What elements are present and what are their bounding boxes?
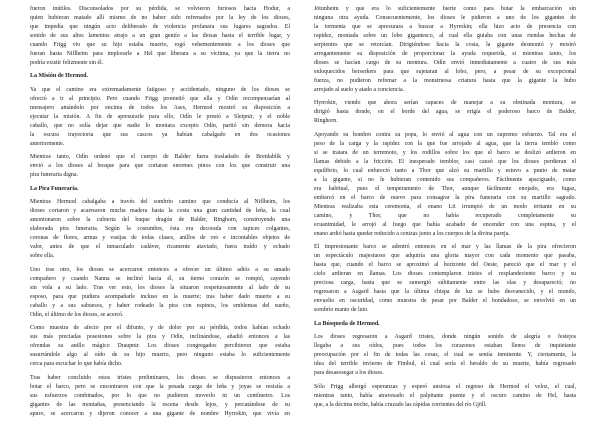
text-line: elaborada pira funeraria. Según la costumbre, ésta era decorada con tapices colgantes, — [30, 226, 290, 232]
text-line: arrogantemente su disposición de proporcionar la ayuda requerida, si mientras tanto, los — [314, 50, 576, 57]
text-line: Mientras realizaba esta ceremonia, el enano Lit irrumpió de un modo irritante en su — [314, 203, 576, 210]
text-line: camino, y Thor, que no había recuperado completamente su — [314, 212, 576, 219]
text-line: Hyrrokin, viendo que ahora serían capaces de manejar a su obstinada montura, se — [314, 100, 576, 106]
text-line: Uno tras otro, los dioses se acercaron entonces a ofrecer un último adiós a su amado — [30, 266, 290, 273]
text-line: rapidez, montada sobre un lobo gigantesco, al cual ella guiaba con unas riendas hechas de — [314, 32, 576, 39]
text-line: valor, antes de que el inmaculado cadáver, ricamente ataviado, fuera traído y echado — [30, 244, 290, 250]
text-line: caballo y a sus sabuesos, y haber rodeado la pira con espinos, los emblemas del sueño, — [30, 302, 290, 309]
text-line: susurrándole algo al oído de su hijo muerto, pero ninguno estaba lo suficientemente — [30, 352, 290, 358]
text-line: Sólo Frigg albergó esperanzas y esperó ansiosa el regreso de Hermod el veloz, el cual, — [314, 383, 576, 390]
text-line: Apoyando su hombro contra su popa, lo envió al agua con un supremo esfuerzo. Tal era el — [314, 131, 576, 138]
text-line: ecuanimidad, le arrojó al fuego que había acabado de encender con una espina, y el — [314, 221, 576, 228]
text-line: que, a la décima noche, había cruzado las rápidas corrientes del río Gjöll. — [314, 401, 487, 408]
text-line: fueron inútiles. Disconsolados por su pérdida, se volvieron furiosos hacia Hodur, a — [30, 5, 290, 12]
text-line: botar el barco, pero se encontraron con que la pesada carga de leña y joyas se resistía a — [30, 383, 290, 390]
text-line: anteriormente. — [30, 140, 65, 147]
text-line: si se tratara de un terremoto, y los rodillos sobre los que el barco se deslizó ardieron en — [314, 149, 576, 156]
text-line: preocupación por el fin de todas las cosas, el cual se sentía inminente. Y, ciertamente, la — [314, 352, 576, 358]
text-line: esposo, para que pudiera acompañarle incluso en la muerte; tras haber dado muerte a su — [30, 293, 290, 300]
text-line: Odín, el último de los dioses, se acercó. — [30, 311, 124, 318]
text-line: Ya que el camino era extremadamente fatigoso y accidentado, ninguno de los dioses se — [30, 86, 290, 93]
text-line: enloquecidos berserkers para que sujetaran al lobo, pero, a pesar de su excepcional — [314, 68, 576, 75]
text-line: sus más preciadas posesiones sobre la pira y Odín, inclinándose, añadió entonces a las — [30, 334, 290, 340]
text-line: fuerza, no pudieron refrenar a la monstruosa criatura hasta que la gigante la hubo — [314, 77, 576, 84]
text-line: regresaron a Asgard hasta que la última chispa de luz se hubo desvanecido, y el mundo, — [314, 289, 576, 295]
paragraph — [30, 266, 290, 320]
text-line: que impedía que ningún acto deliberado de violencia profanara sus lugares sagrados. El — [30, 23, 290, 30]
text-line: coronas de flores, armas y vasijas de todas clases, anillos de oro e incontables objetos de — [30, 235, 290, 241]
text-line: envió a los dioses al bosque para que cortaran enormes pinos con los que construir una — [30, 163, 290, 169]
text-line: llegaba a sus oídos, pues todos los corazones estaban llenos de inquietante — [314, 343, 576, 349]
text-line: hasta que, cuando el barco se aproximó al horizonte del Oeste, pareció que el mar y el — [314, 262, 576, 268]
text-line: ejecutar la misión. A fin de apresurarle para ello, Odín le prestó a Sleipnir, y el noble — [30, 113, 290, 120]
text-line: a la gigante, si no le hubieran contenido sus compañeros. Fácilmente apaciguado, como — [314, 176, 576, 183]
text-line: peso de la carga y la rapidez con la que fue arrojado al agua, que la tierra tembló como — [314, 140, 576, 147]
paragraph — [314, 131, 576, 239]
text-line: Ringhorn. — [314, 118, 338, 124]
paragraph — [314, 243, 576, 315]
text-line: dirigió hasta donde, en el borde del agua, se erigía el poderoso barco de Balder, — [314, 109, 576, 115]
text-line: caballo, que no solía dejar que nadie lo montara excepto Odín, partió sin demora hacia — [30, 122, 290, 129]
paragraph — [30, 153, 290, 180]
text-line: cerca para escuchar lo que había dicho. — [30, 361, 123, 367]
text-line: un espectáculo majestuoso que adquiría una gloria mayor con cada momento que pasaba, — [314, 253, 576, 259]
paragraph — [314, 333, 576, 378]
paragraph — [314, 383, 576, 410]
text-line: apuro, se acercaron y dijeron conocer a una gigante de nombre Hyrrokin, que vivía en — [30, 410, 290, 417]
text-line: compañero y cuando Nanna se inclinó hacia él, su tierno corazón se rompió, cayendo — [30, 275, 290, 282]
text-line: llamas debido a la fricción. El inesperado temblor, casi causó que los dioses perdieran el — [314, 158, 576, 165]
text-line: podría existir felizmente sin él. — [30, 59, 104, 66]
paragraph — [314, 99, 576, 126]
text-line: arrojado al suelo y atado a conciencia. — [314, 86, 405, 93]
text-line: sombrío manto de luto. — [314, 307, 369, 313]
left-column — [30, 5, 290, 419]
text-line: enano ardió hasta quedar reducido a cenizas junto a los cuerpos de la divina pareja. — [314, 230, 510, 237]
text-line: dioses cortaron y acarrearon mucha madera hasta la costa una gran cantidad de leña, la cual — [30, 208, 290, 214]
text-line: ofreció a ir al principio. Pero cuando Frigg prometió que ella y Odín recompensarían al — [30, 95, 290, 102]
text-line: envuelto en oscuridad, como muestra de pesar por Balder el bondadoso, se envolvió en un — [314, 298, 576, 304]
text-line: sus esfuerzos combinados, por lo que no pudieron moverlo ni un centímetro. Los — [30, 392, 290, 399]
text-line: la oscura trayectoria que sus cascos ya habían cabalgado en dos ocasiones — [30, 131, 290, 138]
paragraph — [30, 374, 290, 419]
section-heading: La Búsqueda de Hermod. — [314, 320, 380, 327]
text-line: dioses se hacían cargo de su montura. Odín envió inmediatamente a cuatro de sus más — [314, 59, 576, 66]
text-line: mensajero amándolo por encima de todos los Ases, Hermod mostró su disposición a — [30, 104, 290, 111]
text-line: sonido de sus altos lamentos atrajo a un gran gentío a las diosas hasta el terrible lugar, y — [30, 32, 290, 39]
paragraph — [30, 198, 290, 261]
text-line: para desasosegar a los dioses. — [314, 370, 384, 376]
text-line: El impresionante barco se adentró entonces en el mar y las llamas de la pira ofrecieron — [314, 244, 576, 250]
text-line: Como muestra de afecto por el difunto, y de dolor por su pérdida, todos habían echado — [30, 325, 290, 331]
text-line: sobre ella. — [30, 253, 55, 259]
text-line: sin vida a su lado. Tras ver esto, los dioses la situaron respetuosamente al lado de su — [30, 284, 290, 291]
text-line: gigantes de las montañas, presenciando la escena desde lejos, y percatándose de su — [30, 401, 290, 408]
text-line: embarcó en el barco de nuevo para consagrar la pira funeraria con su martillo sagrado. — [314, 194, 576, 201]
text-line: mientras tanto, había atravesado el palpitante puente y el oscuro camino de Hel, hasta — [314, 392, 576, 399]
text-line: Mientras Hermod cabalgaba a través del sombrío camino que conducía al Niflheim, los — [30, 199, 290, 205]
text-line: serpientes que se retorcían. Dirigiéndose hacia la costa, la gigante desmontó y mostró — [314, 41, 576, 48]
text-line: ninguna otra ayuda. Consecuentemente, los dioses le pidieron a uno de los gigantes de — [314, 14, 576, 21]
text-line: quien hubieran matado allí mismo de no haber sido refrenados por la ley de los dioses, — [30, 14, 290, 21]
right-column — [314, 5, 576, 410]
paragraph — [30, 86, 290, 149]
text-line: preciosa carga, hasta que se sumergió súbitamente entre las olas y desapareció; no — [314, 280, 576, 286]
text-line: Jötunheim y que era lo suficientemente fuerte como para botar la embarcación sin — [314, 5, 576, 12]
text-line: equilibrio, lo cual enfureció tanto a Thor que alzó su martillo y estuvo a punto de matar — [314, 167, 576, 174]
text-line: Los dioses regresaron a Asgard tristes, donde ningún sonido de alegría o festejos — [314, 334, 576, 340]
paragraph — [314, 5, 576, 95]
text-line: amontonaron sobre la cubierta del buque dragón de Balder, Ringhorn, construyendo una — [30, 217, 290, 223]
paragraph — [30, 324, 290, 369]
text-line: cielo ardieran en llamas. Los dioses contemplaron tristes el resplandeciente barco y su — [314, 271, 576, 277]
text-line: Mientras tanto, Odín ordenó que el cuerpo de Balder fuera trasladado de Breidablik y — [30, 154, 290, 160]
text-line: Tras haber concluido estos tristes preliminares, los dioses se dispusieron entonces a — [30, 374, 290, 381]
text-line: la tormenta que se apresurara a buscar a Hyrrokin; ella hizo acto de presencia con — [314, 23, 576, 30]
text-line: fueran hasta Niflheim para implorarle a Hel que liberara a su víctima, ya que la tierra no — [30, 50, 290, 57]
text-line: era habitual, pues el temperamento de Thor, aunque fácilmente enojado, era fugaz, — [314, 185, 576, 192]
section-heading: La Pira Funeraria. — [30, 185, 79, 192]
text-line: ofrendas su anillo mágico Draupnir. Los dioses congregados percibieron que estaba — [30, 343, 290, 349]
section-heading: La Misión de Hermod. — [30, 73, 88, 79]
text-line: idea del terrible invierno de Fimbul, el cual sería el heraldo de su muerte, había regresado — [314, 361, 576, 367]
paragraph — [30, 5, 290, 68]
text-line: cuando Frigg vio que su hijo estaba muerto, rogó vehementemente a los dioses que — [30, 41, 290, 48]
text-line: pira funeraria digna. — [30, 172, 78, 178]
